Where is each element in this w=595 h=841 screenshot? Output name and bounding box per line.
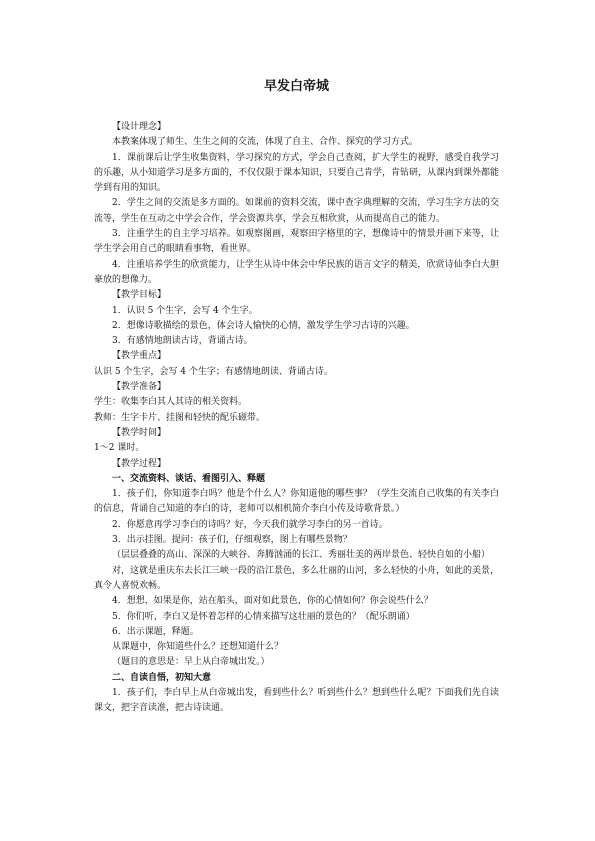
paragraph: 2．你愿意再学习李白的诗吗？好，今天我们就学习李白的另一首诗。 (112, 519, 388, 530)
paragraph: 6．出示课题，释题。 (112, 626, 199, 637)
paragraph: 2．学生之间的交流是多方面的。如课前的资料交流，课中查字典理解的交流，学习生字方法的交流等，学生在互动之中学会合作，学会资源共享，学会互相欣赏，从而提高自己的能力。 (94, 198, 499, 224)
paragraph: 认识 5 个生字，会写 4 个生字；有感情地朗读、背诵古诗。 (94, 366, 333, 377)
paragraph: 3．注重学生的自主学习培养。如观察图画，观察田字格里的字，想像诗中的情景并画下来等，让学生学会用自己的眼睛看事物，看世界。 (94, 229, 499, 255)
paragraph: 4．注重培养学生的欣赏能力，让学生从诗中体会中华民族的语言文字的精美，欣赏诗仙李白大胆豪放的想像力。 (94, 259, 499, 285)
document-title: 早发白帝城 (263, 79, 329, 94)
paragraph: 本教案体现了师生、生生之间的交流，体现了自主、合作、探究的学习方式。 (112, 137, 419, 148)
paragraph: 1．孩子们，李白早上从白帝城出发，看到些什么？听到些什么？想到些什么呢？下面我们先自读课文，把字音读准，把古诗读通。 (94, 687, 499, 714)
paragraph: 【教学重点】 (112, 351, 167, 362)
paragraph: 4．想想，如果是你，站在船头，面对如此景色，你的心情如何？你会说些什么？ (112, 596, 433, 607)
paragraph: 【教学过程】 (112, 458, 167, 469)
paragraph: 2．想像诗歌描绘的景色，体会诗人愉快的心情，激发学生学习古诗的兴趣。 (112, 320, 415, 331)
paragraph: （层层叠叠的高山、深深的大峡谷、奔腾汹涌的长江、秀丽壮美的两岸景色、轻快自如的小船） (112, 550, 491, 561)
paragraph: 【设计理念】 (112, 122, 167, 132)
paragraph: 学生：收集李白其人其诗的相关资料。 (94, 397, 248, 408)
paragraph: 5．你们听，李白又是怀着怎样的心情来描写这壮丽的景色的？（配乐朗诵） (112, 611, 415, 622)
document-body (94, 120, 499, 717)
paragraph: 【教学时间】 (112, 427, 167, 438)
paragraph: 【教学目标】 (112, 290, 167, 301)
paragraph: 教师：生字卡片、挂图和轻快的配乐磁带。 (94, 412, 266, 423)
paragraph: 1．认识 5 个生字，会写 4 个生字。 (112, 305, 258, 316)
paragraph: 1～2 课时。 (94, 443, 145, 454)
paragraph: 1．课前课后让学生收集资料，学习探究的方式，学会自己查阅，扩大学生的视野，感受自我学习的乐趣，从小知道学习是多方面的，不仅仅限于课本知识，只要自己肯学，肯钻研，从课内到课外都能学到有用的知识。 (94, 152, 500, 194)
paragraph: 【教学准备】 (112, 382, 167, 393)
paragraph: 3．有感情地朗读古诗，背诵古诗。 (112, 336, 253, 347)
paragraph: （题目的意思是：早上从白帝城出发。） (112, 657, 270, 668)
section-heading: 一、交流资料、谈话、看图引入、释题 (112, 473, 266, 484)
paragraph: 3．出示挂图。提问：孩子们，仔细观察，图上有哪些景物？ (112, 535, 352, 546)
paragraph: 1．孩子们，你知道李白吗？他是个什么人？你知道他的哪些事？（学生交流自己收集的有关李白的信息，背诵自己知道的李白的诗，老师可以相机简介李白小传及诗歌背景。） (94, 489, 499, 515)
paragraph: 从课题中，你知道些什么？还想知道什么？ (112, 642, 284, 653)
section-heading: 二、自读自悟，初知大意 (112, 672, 212, 683)
paragraph: 对，这就是重庆东去长江三峡一段的沿江景色，多么壮丽的山河，多么轻快的小舟，如此的美景，真令人喜悦欢畅。 (94, 565, 500, 591)
